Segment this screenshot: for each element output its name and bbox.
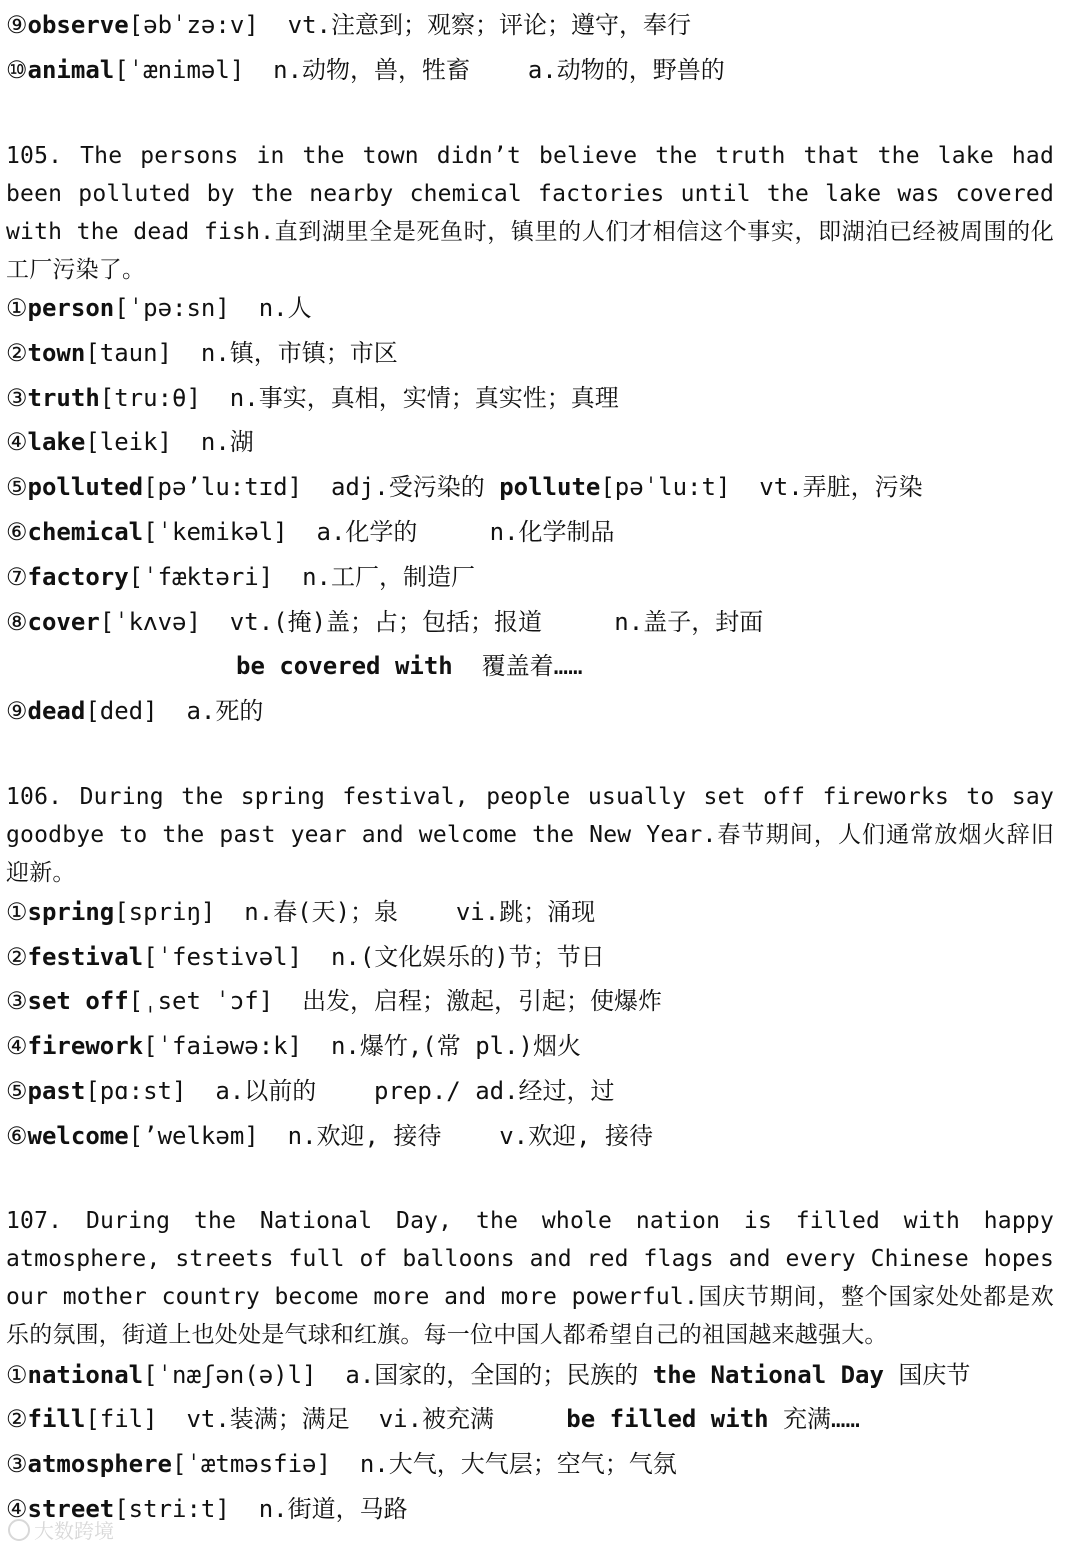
vocab-item: ④lake[leik] n.湖 — [6, 428, 254, 456]
watermark-logo-icon — [8, 1519, 30, 1541]
vocab-item: ⑨dead[ded] a.死的 — [6, 697, 264, 725]
vocab-item: ⑦factory[ˈfæktәri] n.工厂，制造厂 — [6, 563, 475, 591]
vocab-item: ⑨observe[əbˈzə:v] vt.注意到；观察；评论；遵守，奉行 — [6, 11, 691, 39]
vocab-item: ⑥chemical[ˈkemikәl] a.化学的 n.化学制品 — [6, 518, 615, 546]
vocab-phrase: be covered with 覆盖着…… — [236, 652, 583, 680]
vocab-item: ④firework[ˈfaiәwә:k] n.爆竹,(常 pl.)烟火 — [6, 1032, 581, 1060]
sentence-105: 105. The persons in the town didn’t believe the truth that the lake had been polluted by the nearby chemical factories until the lake was covered with the dead fish.直到湖里全是死鱼时，镇里的人们才相信这个事实，即湖泊已经被周围的化工厂污染了。 — [6, 143, 1054, 283]
vocab-item: ②town[taun] n.镇，市镇；市区 — [6, 339, 398, 367]
sentence-106: 106. During the spring festival, people usually set off fireworks to say goodbye to the past year and welcome the New Year.春节期间，人们通常放烟火辞旧迎新。 — [6, 784, 1054, 886]
sentence-107: 107. During the National Day, the whole nation is filled with happy atmosphere, streets full of balloons and red flags and every Chinese hopes our mother country become more and more powerful.国庆节期间，整个国家处处都是欢乐的氛围，街道上也处处是气球和红旗。每一位中国人都希望自己的祖国越来越强大。 — [6, 1208, 1054, 1348]
vocab-item: ①national[ˈnæʃәn(ә)l] a.国家的，全国的；民族的 the National Day 国庆节 — [6, 1361, 971, 1389]
vocab-item: ⑧cover[ˈkʌvә] vt.(掩)盖；占；包括；报道 n.盖子，封面 — [6, 608, 764, 636]
vocab-item: ⑤past[pɑ:st] a.以前的 prep./ ad.经过，过 — [6, 1077, 615, 1105]
vocab-word: animal — [27, 56, 115, 84]
vocab-item: ⑥welcome[’welkәm] n.欢迎, 接待 v.欢迎, 接待 — [6, 1122, 654, 1150]
vocab-item: ①spring[spriŋ] n.春(天)；泉 vi.跳；涌现 — [6, 898, 596, 926]
watermark: 大数跨境 — [8, 1515, 114, 1544]
vocab-item: ⑤polluted[pә’lu:tɪd] adj.受污染的 pollute[pәˈlu:t] vt.弄脏，污染 — [6, 473, 923, 501]
vocab-item: ①person[ˈpә:sn] n.人 — [6, 294, 312, 322]
vocab-item: ⑩animal[ˈænimәl] n.动物，兽，牲畜 a.动物的，野兽的 — [6, 56, 725, 84]
vocab-item: ③atmosphere[ˈætmәsfiә] n.大气，大气层；空气；气氛 — [6, 1450, 677, 1478]
vocab-item: ④street[stri:t] n.街道，马路 — [6, 1495, 408, 1523]
vocab-item: ③set off[ˌset ˈɔf] 出发，启程；激起，引起；使爆炸 — [6, 987, 663, 1015]
vocab-item: ③truth[tru:θ] n.事实，真相，实情；真实性；真理 — [6, 384, 619, 412]
vocab-word: observe — [27, 11, 129, 39]
vocab-item: ②fill[fil] vt.装满；满足 vi.被充满 be filled with 充满…… — [6, 1405, 860, 1433]
vocab-item: ②festival[ˈfestivәl] n.(文化娱乐的)节；节日 — [6, 943, 605, 971]
